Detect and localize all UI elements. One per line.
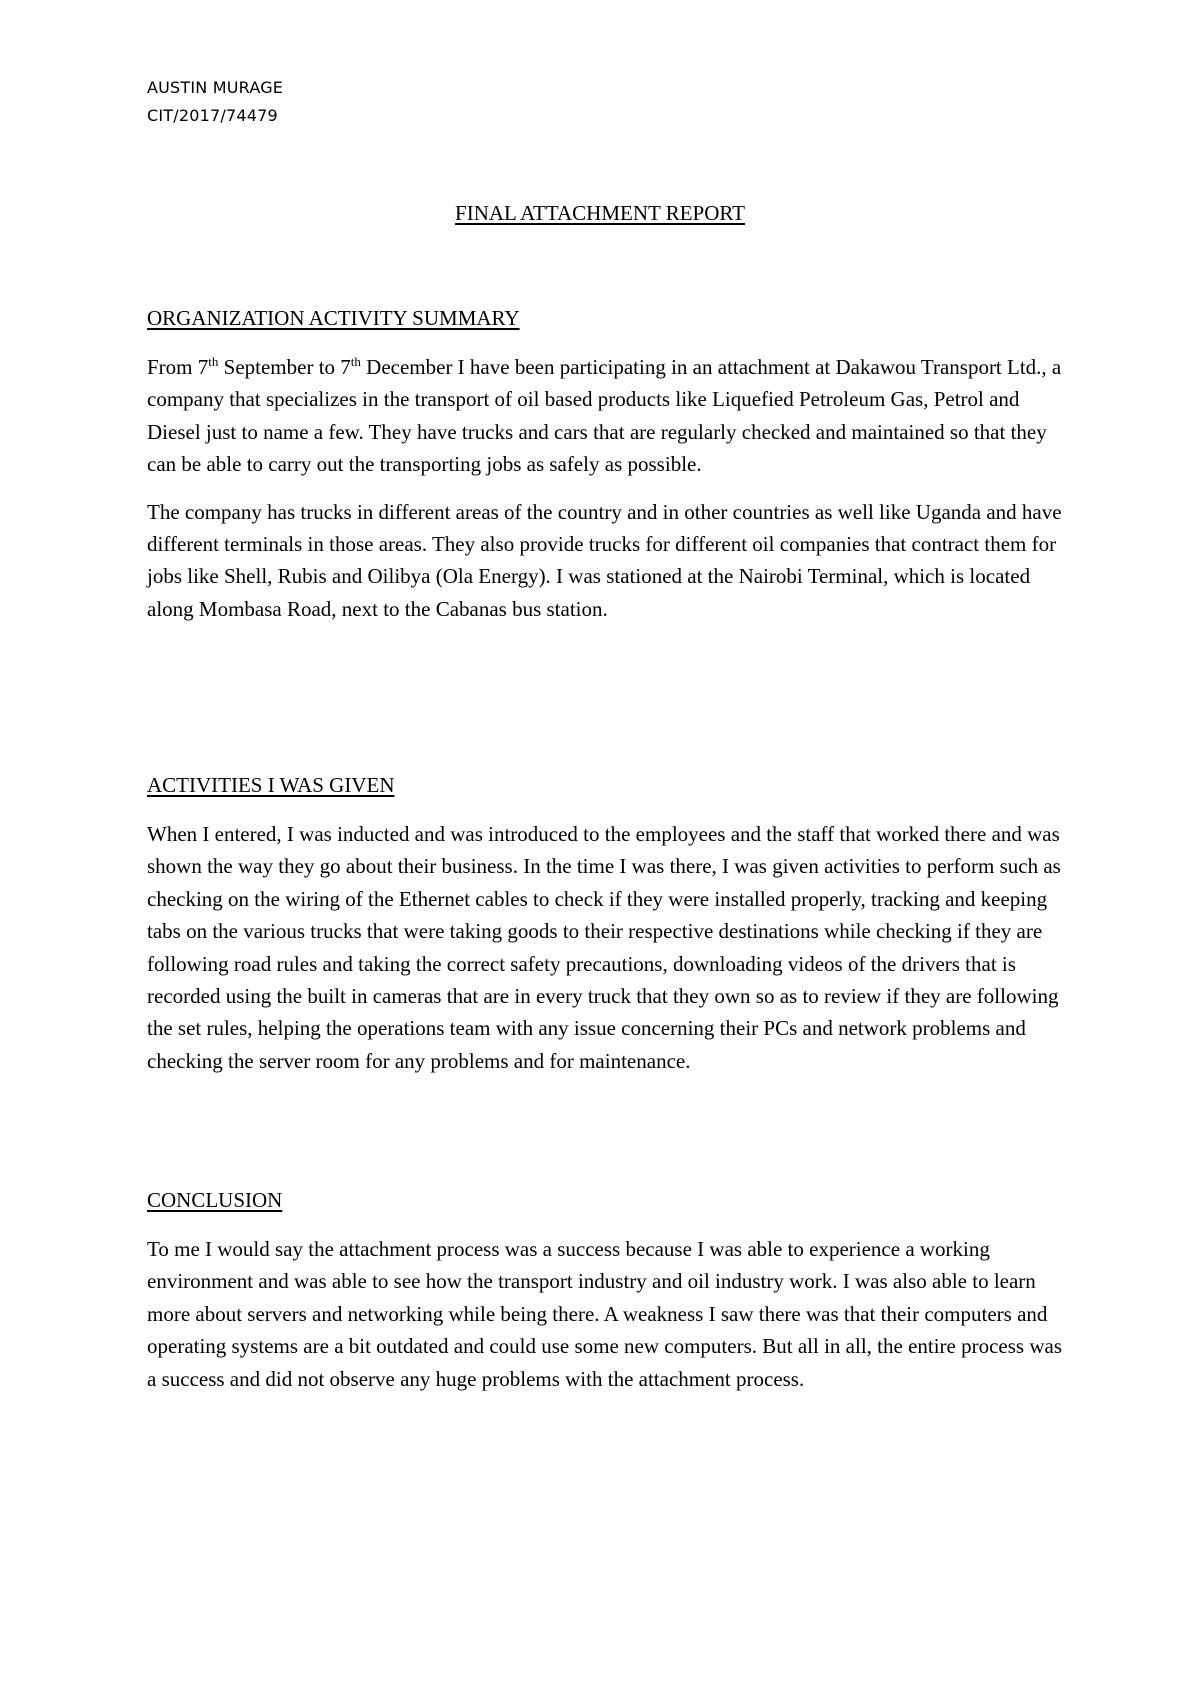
author-header [147,74,283,130]
paragraph [147,351,1067,481]
section-heading-text: ACTIVITIES I WAS GIVEN [147,773,395,797]
registration-number: CIT/2017/74479 [147,106,278,125]
paragraph: When I entered, I was inducted and was introduced to the employees and the staff that worked there and was shown the way they go about their business. In the time I was there, I was given activities to perform such as checking on the wiring of the Ethernet cables to check if they were installed properly, tracking and keeping tabs on the various trucks that were taking goods to their respective destinations while checking if they are following road rules and taking the correct safety precautions, downloading videos of the drivers that is recorded using the built in cameras that are in every truck that they own so as to review if they are following the set rules, helping the operations team with any issue concerning their PCs and network problems and checking the server room for any problems and for maintenance. [147,822,1061,1073]
section-heading [147,303,1067,333]
paragraph-text: September to 7 [218,355,351,379]
paragraph-text: From 7 [147,355,209,379]
section-heading [147,1185,1067,1215]
section-heading [147,770,1067,800]
section-activities [147,770,1067,1077]
paragraph-text: December I have been participating in an attachment at Dakawou Transport Ltd., a company that specializes in the transport of oil based products like Liquefied Petroleum Gas, Petrol and Diesel just to name a few. They have trucks and cars that are regularly checked and maintained so that they can be able to carry out the transporting jobs as safely as possible. [147,355,1062,477]
section-heading-text: ORGANIZATION ACTIVITY SUMMARY [147,306,520,330]
ordinal-suffix: th [350,354,361,369]
section-heading-text: CONCLUSION [147,1188,283,1212]
document-title-text: FINAL ATTACHMENT REPORT [455,201,745,225]
paragraph: To me I would say the attachment process was a success because I was able to experience a working environment and was able to see how the transport industry and oil industry work. I was also able to learn more about servers and networking while being there. A weakness I saw there was that their computers and operating systems are a bit outdated and could use some new computers. But all in all, the entire process was a success and did not observe any huge problems with the attachment process. [147,1237,1063,1391]
document-title [0,198,1200,228]
section-conclusion [147,1185,1067,1395]
ordinal-suffix: th [208,354,219,369]
paragraph: The company has trucks in different areas of the country and in other countries as well like Uganda and have different terminals in those areas. They also provide trucks for different oil companies that contract them for jobs like Shell, Rubis and Oilibya (Ola Energy). I was stationed at the Nairobi Terminal, which is located along Mombasa Road, next to the Cabanas bus station. [147,499,1062,621]
author-name: AUSTIN MURAGE [147,78,284,97]
section-organization-summary [147,303,1067,625]
